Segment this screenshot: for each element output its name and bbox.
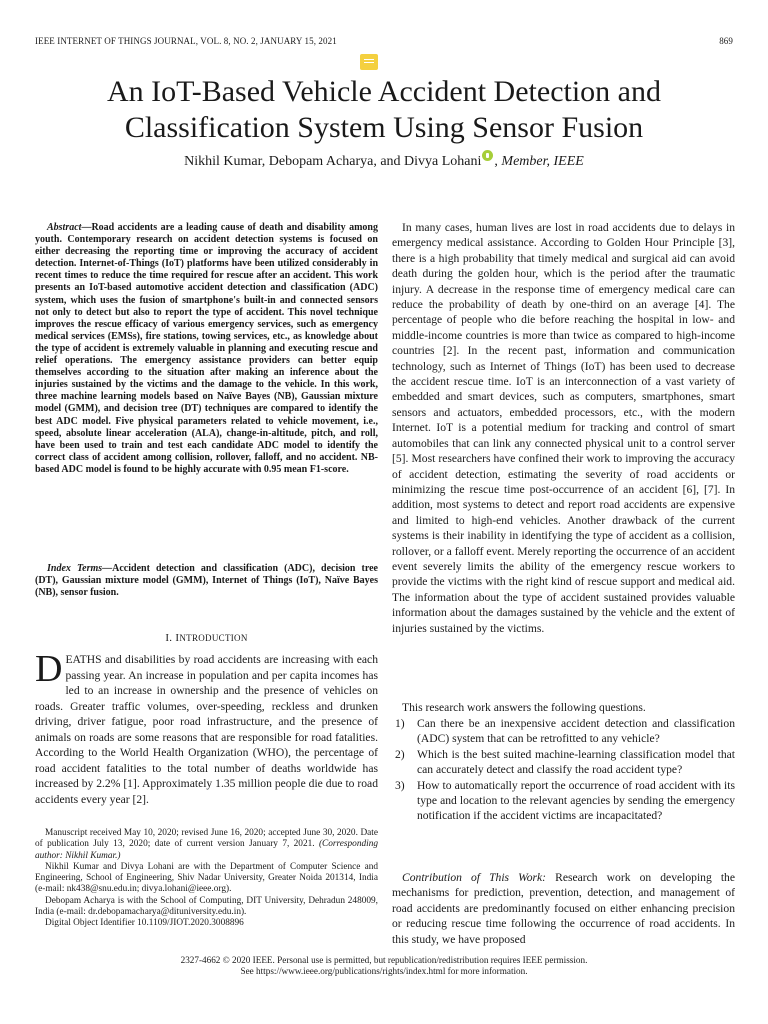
contribution-label: Contribution of This Work:	[402, 871, 547, 884]
index-terms	[35, 563, 378, 599]
title-line-1: An IoT-Based Vehicle Accident Detection and	[106, 75, 661, 108]
index-terms-text: —Accident detection and classification (ADC), decision tree (DT), Gaussian mixture model (GMM), Internet of Things (IoT), Naïve Bayes (NB), sensor fusion.	[35, 563, 378, 599]
contribution-paragraph	[392, 870, 735, 947]
body-paragraph-1: In many cases, human lives are lost in road accidents due to delays in emergency medical assistance. According to Golden Hour Principle [3], there is a high probability that timely medical and surgical aid can avoid death during the golden hour, which is the period after the traumatic injury. A decrease in the response time of emergency medical care can reduce the probability of death by one-third on an average [4]. The percentage of people who die before reaching the hospital in low- and middle-income countries is more than twice as compared to high-income countries [2]. In the recent past, information and communication technology, such as Internet of Things (IoT) has been used to decrease the accident rescue time. IoT is an interconnection of a vast variety of embedded and smart devices, such as computers, smartphones, smart sensors and actuators, embedded processors, etc., with the modern Internet. IoT is a potential medium for tracking and control of smart automobiles that can link any connected physical unit to a control server [5]. Most researchers have confined their work to improving the accuracy of accident detection, estimating the severity of road accidents or minimizing the rescue time post-occurrence of an accident [6], [7]. In addition, most systems to detect and report road accidents are expensive and limited to high-end vehicles. Another drawback of the current systems is their inability in identifying the type of accident as a collision, rollover, or a falloff event. Merely reporting the occurrence of an accident event severely limits the ability of the emergency rescue workers to provide the victims with the right kind of rescue support and medical aid. The information about the type of accident sustained provides valuable information about the damages sustained by the vehicle and the extent of injuries sustained by the victims.	[392, 221, 735, 635]
section-name: NTRODUCTION	[179, 633, 248, 643]
footnote-affiliation-2: Debopam Acharya is with the School of Computing, DIT University, Dehradun 248009, India (e-mail: dr.debopamacharya@dituniversity.edu.in).	[35, 895, 378, 918]
copyright-notice	[35, 955, 733, 977]
paper-title	[35, 74, 733, 146]
copyright-line-1: 2327-4662 © 2020 IEEE. Personal use is permitted, but republication/redistribution requires IEEE permission.	[180, 955, 588, 965]
footnote-corresponding-author: (Corresponding author: Nikhil Kumar.)	[35, 839, 378, 861]
footnote-doi: Digital Object Identifier 10.1109/JIOT.2020.3008896	[45, 918, 244, 929]
author-names: Nikhil Kumar, Debopam Acharya, and Divya Lohani	[184, 154, 482, 169]
comment-note-icon[interactable]	[360, 54, 378, 70]
footnotes	[35, 828, 378, 930]
author-membership: Member, IEEE	[501, 154, 584, 169]
section-numeral: I. I	[165, 632, 180, 644]
index-terms-label: Index Terms	[47, 563, 103, 574]
author-line: Nikhil Kumar, Debopam Acharya, and Divya Lohani , Member, IEEE	[35, 150, 733, 170]
introduction-paragraph	[35, 648, 378, 807]
list-item: 3) How to automatically report the occurrence of road accident with its type and location to the relevant agencies by sending the emergency notification if the accident victims are incapacitated?	[395, 778, 735, 823]
section-heading-introduction	[35, 632, 378, 644]
research-questions-list	[392, 716, 735, 824]
list-item: 2) Which is the best suited machine-learning classification model that can accurately detect and classify the road accident type?	[395, 747, 735, 777]
title-line-2: Classification System Using Sensor Fusion	[124, 111, 644, 144]
body-paragraph-2: This research work answers the following questions.	[402, 701, 646, 714]
introduction-text: EATHS and disabilities by road accidents are increasing with each passing year. An increase in population and per capita incomes has led to an increase in ownership and the presence of vehicles on roads. Greater traffic volumes, over-speeding, reckless and drunken driving, driver fatigue, poor road infrastructure, and the presence of animals on roads are some reasons that are responsible for road fatalities. According to the World Health Organization (WHO), the percentage of road accident fatalities to the total number of deaths worldwide has increased by 2.2% [1]. Approximately 1.35 million people die due to road accidents every year [2].	[35, 653, 378, 806]
footnote-received: Manuscript received May 10, 2020; revised June 16, 2020; accepted June 30, 2020. Date of publication July 13, 2020; date of current version January 7, 2021. (Corresponding author: Nikhil Kumar.)	[35, 828, 378, 861]
orcid-icon[interactable]	[482, 150, 493, 161]
copyright-line-2: See https://www.ieee.org/publications/rights/index.html for more information.	[240, 966, 528, 976]
journal-info: IEEE INTERNET OF THINGS JOURNAL, VOL. 8, NO. 2, JANUARY 15, 2021	[35, 36, 337, 46]
abstract-label: Abstract	[47, 222, 82, 233]
abstract	[35, 222, 378, 476]
contribution-text: Research work on developing the mechanisms for prediction, prevention, detection, and management of road accidents are predominantly focused on either enhancing precision or reducing rescue time following the occurrence of road accidents. In this study, we have proposed	[392, 871, 736, 946]
abstract-text: —Road accidents are a leading cause of death and disability among youth. Contemporary research on accident detection systems is focused on either decreasing the reporting time or improving the accuracy of accident detection. Internet-of-Things (IoT) platforms have been utilized considerably in recent times to reduce the time required for rescue after an accident. This work presents an IoT-based automotive accident detection and classification (ADC) system, which uses the fusion of smartphone's built-in and connected sensors not only to detect but also to report the type of accident. This novel technique improves the rescue efficacy of various emergency services, such as emergency medical services (EMSs), fire stations, towing services, etc., as knowledge about the type of accident is extremely valuable in planning and executing rescue and relief operations. The emergency assistance providers can better equip themselves according to the situation after making an inference about the injuries sustained by the victims and the damage to the vehicle. In this work, three machine learning models based on Naïve Bayes (NB), Gaussian mixture model (GMM), and decision tree (DT) techniques are compared to identify the best ADC model. Five physical parameters related to vehicle movement, i.e., speed, absolute linear acceleration (ALA), change-in-altitude, pitch, and roll, have been used to train and test each candidate ADC model to identify the correct class of accident among collision, rollover, falloff, and no accident. NB-based ADC model is found to be highly accurate with 0.95 mean F1-score.	[35, 222, 378, 475]
list-item: 1) Can there be an inexpensive accident detection and classification (ADC) system that can be retrofitted to any vehicle?	[395, 717, 735, 746]
page-number: 869	[719, 36, 733, 46]
drop-cap: D	[35, 648, 63, 690]
footnote-affiliation-1: Nikhil Kumar and Divya Lohani are with the Department of Computer Science and Engineering, School of Engineering, Shiv Nadar University, Greater Noida 201314, India (e-mail: nk438@snu.edu.in; divya.lohani@ieee.org).	[35, 861, 378, 895]
